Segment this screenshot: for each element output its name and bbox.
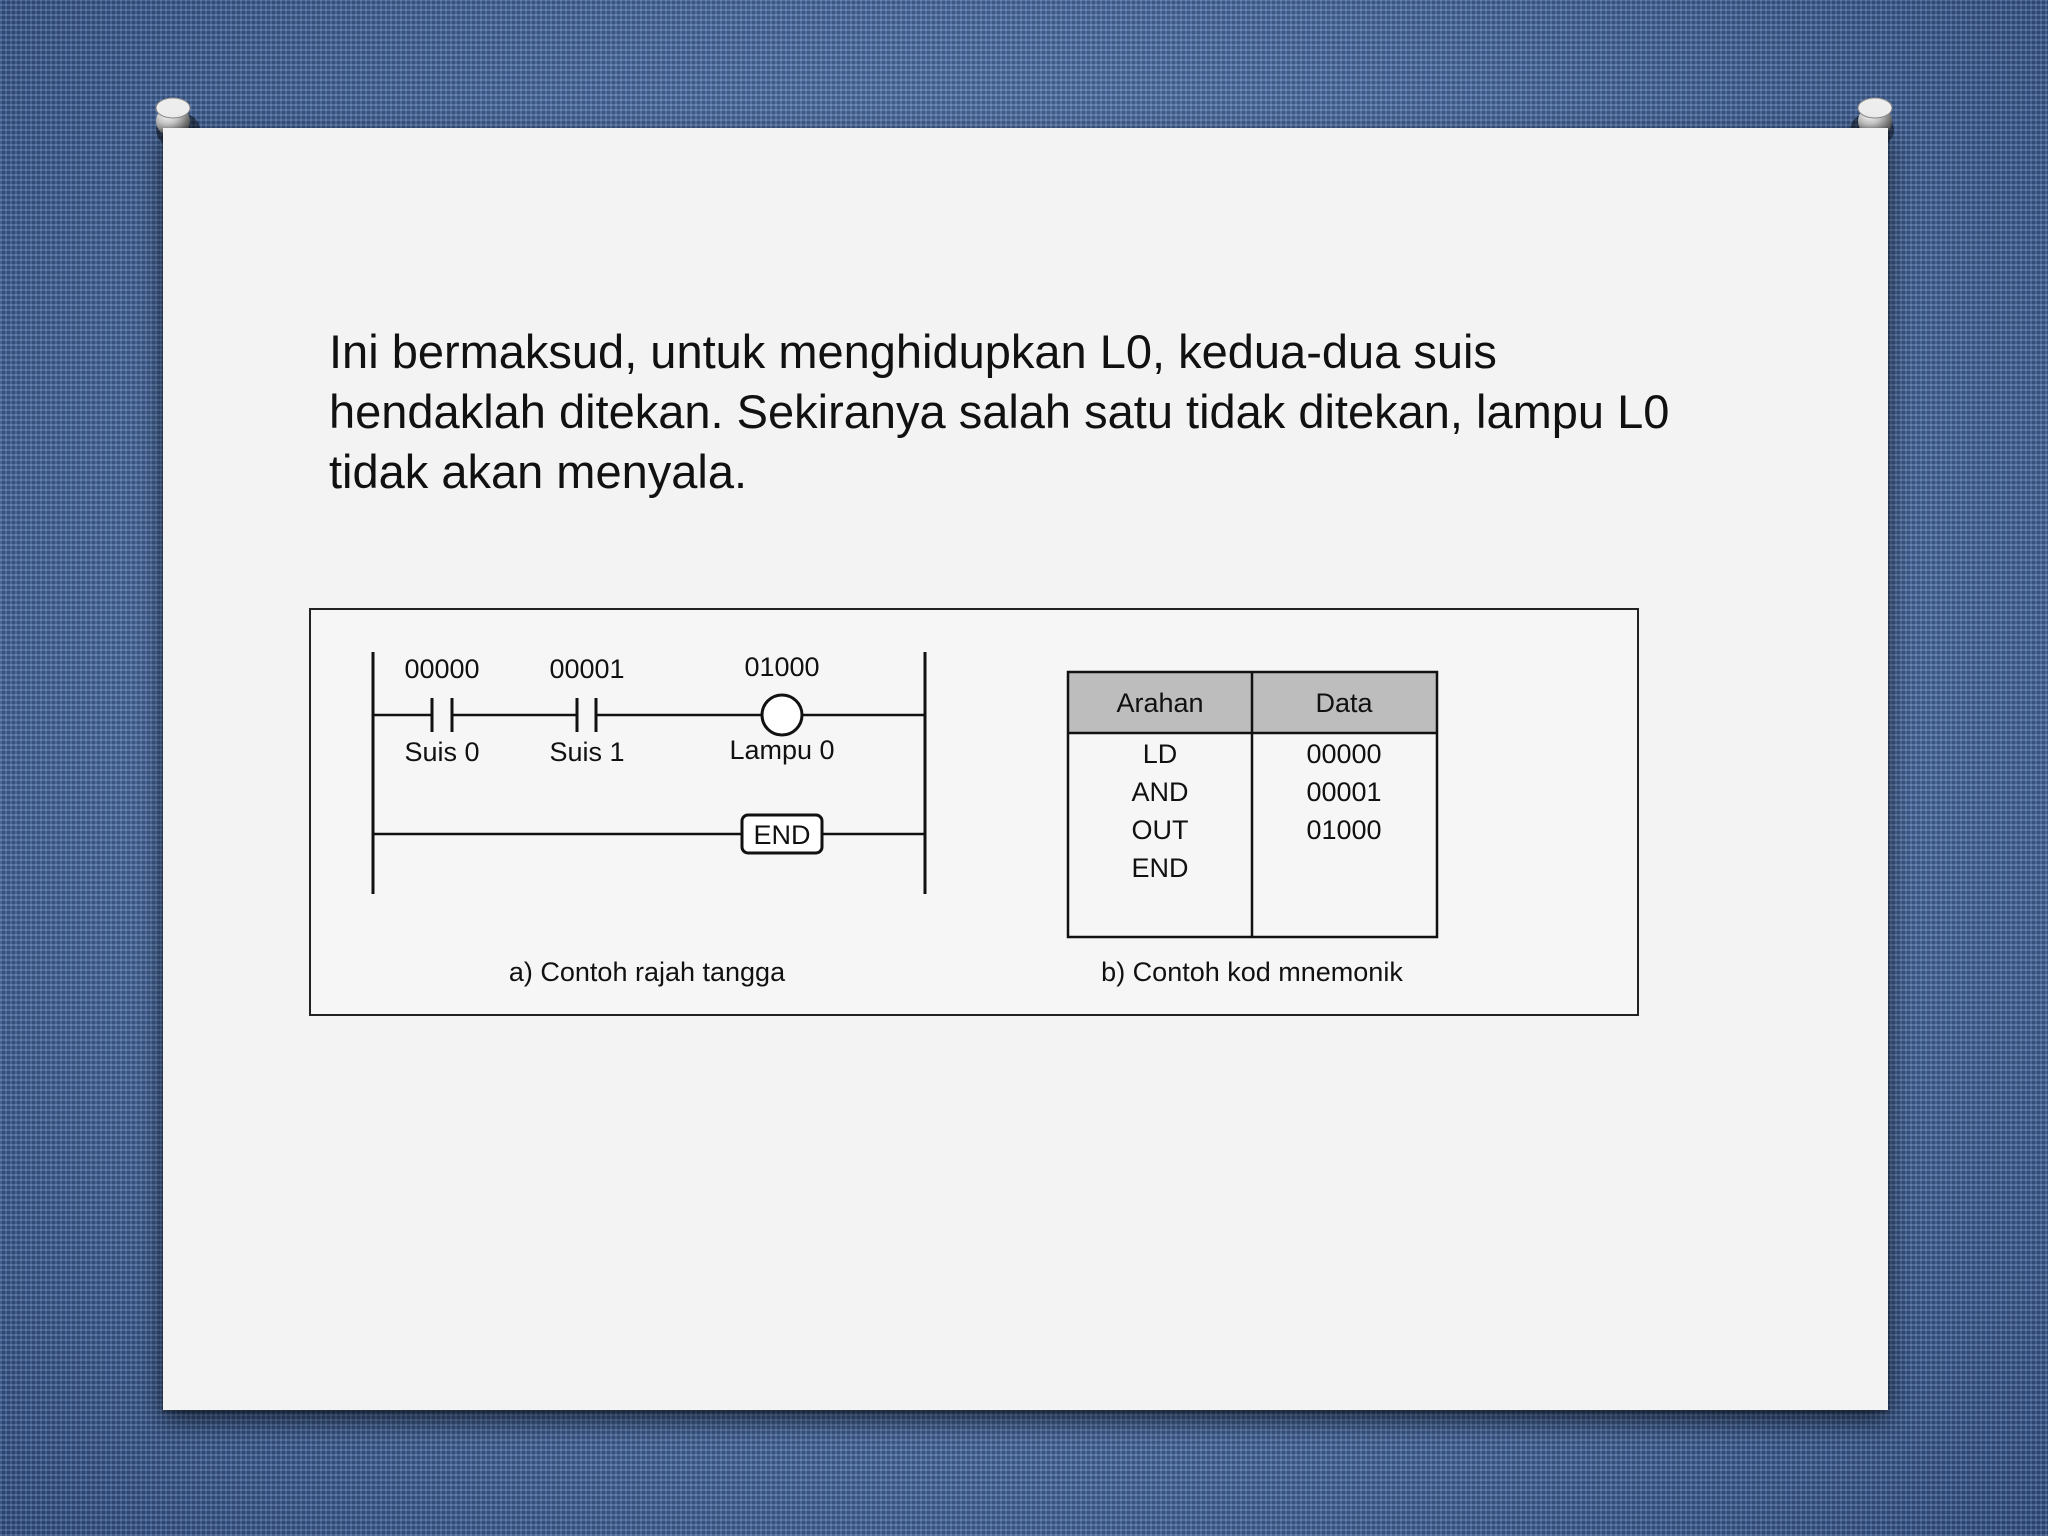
contact-suis-1 [577, 698, 596, 732]
contact-name: Suis 1 [549, 737, 625, 767]
coil-address: 01000 [744, 652, 820, 682]
contact-address: 00000 [404, 654, 480, 684]
mnemonic-caption: b) Contoh kod mnemonik [1101, 957, 1403, 987]
table-cell-data: 00001 [1306, 777, 1382, 807]
end-instruction-label: END [753, 820, 811, 850]
table-cell-instruction: AND [1131, 777, 1189, 807]
ladder-figure [309, 608, 1639, 1016]
table-cell-instruction: OUT [1131, 815, 1189, 845]
table-cell-data: 00000 [1306, 739, 1382, 769]
table-cell-data: 01000 [1306, 815, 1382, 845]
slide-paragraph: Ini bermaksud, untuk menghidupkan L0, kedua-dua suis hendaklah ditekan. Sekiranya salah satu tidak ditekan, lampu L0 tidak akan menyala. [329, 325, 1670, 498]
contact-address: 00001 [549, 654, 625, 684]
ladder-caption: a) Contoh rajah tangga [508, 957, 786, 987]
table-header-arahan: Arahan [1116, 688, 1204, 718]
coil-name: Lampu 0 [729, 735, 835, 765]
figure-canvas [311, 610, 1641, 1018]
coil-lampu-0 [762, 695, 802, 735]
table-cell-instruction: END [1131, 853, 1189, 883]
contact-name: Suis 0 [404, 737, 480, 767]
table-header-data: Data [1315, 688, 1373, 718]
table-cell-instruction: LD [1142, 739, 1178, 769]
contact-suis-0 [432, 698, 452, 732]
